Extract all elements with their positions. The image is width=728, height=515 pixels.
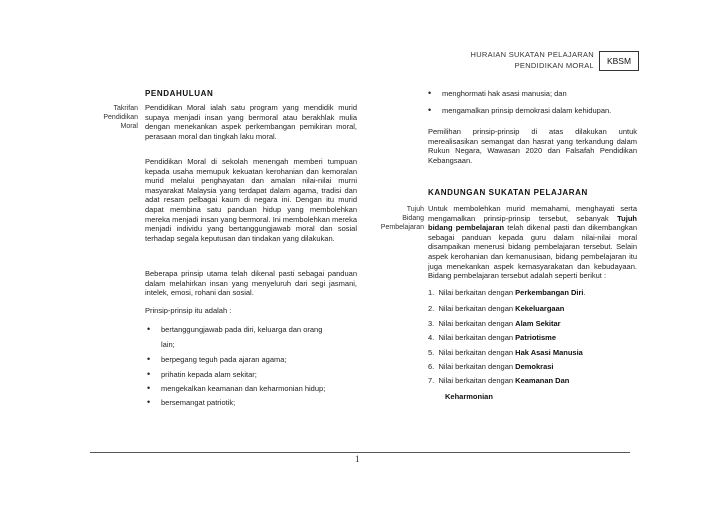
list-number: 2. [428,304,435,313]
list-item-text: lain; [161,340,175,349]
paragraph-text: telah dikenal pasti dan dikembangkan sebagai panduan kepada guru dalam nilai-nilai moral disampaikan menerusi bidang pembelajaran tersebut. Selain aspek kerohanian dan kemanusiaan, bidang pembelajaran itu juga menekankan aspek kemasyarakatan dan kebudayaan. Bidang pembelajaran tersebut adalah seperti berikut : [428,223,637,281]
footer-divider [90,452,630,453]
bullet-icon: • [428,105,432,115]
list-item-bold: Keamanan Dan [515,376,570,385]
bullet-icon: • [428,88,432,98]
side-label-tujuh-bidang [352,205,424,232]
list-item-continuation [445,392,493,401]
paragraph-definition: Pendidikan Moral ialah satu program yang mendidik murid supaya menjadi insan yang bermoral atau berakhlak mulia dengan menekankan aspek perkembangan pemikiran moral, perasaan moral dan tingkah laku moral. [145,103,357,141]
paragraph-selection-principles: Pemilihan prinsip-prinsip di atas dilakukan untuk merealisasikan semangat dan hasrat yang terkandung dalam Rukun Negara, Wawasan 2020 dan Falsafah Pendidikan Kebangsaan. [428,127,637,165]
paragraph-learning-areas [428,204,637,281]
header-title-line1: HURAIAN SUKATAN PELAJARAN [470,50,594,59]
kbsm-label: KBSM [606,56,632,66]
side-label-line: Pembelajaran [380,224,424,231]
paragraph-text: Untuk membolehkan murid memahami, menghayati serta mengamalkan prinsip-prinsip tersebut, sebanyak [428,204,637,223]
list-item-text: Nilai berkaitan dengan [438,288,516,297]
list-item-text: Nilai berkaitan dengan [438,362,516,371]
list-item-bold: Keharmonian [445,392,493,401]
bullet-icon: • [147,397,151,407]
section-heading-pendahuluan: PENDAHULUAN [145,89,214,98]
paragraph-principles-intro: Beberapa prinsip utama telah dikenal pasti sebagai panduan dalam melahirkan insan yang menyeluruh dari segi jasmani, intelek, emosi, rohani dan sosial. [145,269,357,298]
list-item [428,319,561,328]
side-label-line: Pendidikan [103,114,138,121]
list-item-text: berpegang teguh pada ajaran agama; [161,355,287,364]
header-title-line2: PENDIDIKAN MORAL [514,61,594,70]
bullet-icon: • [147,383,151,393]
list-item-bold: Demokrasi [515,362,554,371]
side-label-line: Bidang [402,215,424,222]
list-item [428,333,556,342]
kbsm-badge [599,51,639,71]
page-number: 1 [355,454,360,464]
paragraph-secondary-school: Pendidikan Moral di sekolah menengah memberi tumpuan kepada usaha memupuk kekuatan kerohanian dan kemoralan murid melalui penghayatan dan amalan nilai-nilai murni masyarakat Malaysia yang terdapat dalam agama, tradisi dan adat resam pelbagai kaum di negara ini. Dengan itu murid dapat membina satu panduan hidup yang membolehkan mereka menjadi insan yang bermoral. Ini membolehkan mereka menjadi individu yang bertanggungjawab moral dan sosial terhadap segala keputusan dan tindakan yang dilakukan. [145,157,357,243]
list-item [428,348,583,357]
list-item-text: bersemangat patriotik; [161,398,236,407]
list-item-bold: Perkembangan Diri [515,288,584,297]
list-number: 6. [428,362,435,371]
side-label-line: Tujuh [406,206,424,213]
list-item [428,362,554,371]
list-item-text: mengekalkan keamanan dan keharmonian hidup; [161,384,326,393]
list-item-text: Nilai berkaitan dengan [438,333,516,342]
list-item-suffix: . [583,288,586,297]
list-number: 7. [428,376,435,385]
list-item-bold: Patriotisme [515,333,557,342]
list-item-text: menghormati hak asasi manusia; dan [442,89,567,98]
list-number: 1. [428,288,435,297]
list-item-bold: Alam Sekitar [515,319,561,328]
paragraph-bold-text: Tujuh bidang pembelajaran [428,213,637,233]
bullet-icon: • [147,354,151,364]
paragraph-principles-list-intro: Prinsip-prinsip itu adalah : [145,306,232,315]
list-number: 3. [428,319,435,328]
section-heading-kandungan: KANDUNGAN SUKATAN PELAJARAN [428,188,588,197]
list-item-bold: Kekeluargaan [515,304,565,313]
side-label-line: Takrifan [113,105,138,112]
list-item [428,304,564,313]
list-item [428,376,569,385]
list-number: 5. [428,348,435,357]
side-label-line: Moral [120,123,138,130]
bullet-icon: • [147,369,151,379]
list-number: 4. [428,333,435,342]
list-item-text: Nilai berkaitan dengan [438,348,516,357]
list-item [428,288,586,297]
list-item-text: Nilai berkaitan dengan [438,304,516,313]
bullet-icon: • [147,324,151,334]
learning-areas-list [428,288,638,418]
side-label-takrifan [80,104,138,131]
list-item-text: prihatin kepada alam sekitar; [161,370,257,379]
list-item-text: Nilai berkaitan dengan [438,319,516,328]
list-item-text: bertanggungjawab pada diri, keluarga dan orang [161,325,323,334]
list-item-text: Nilai berkaitan dengan [438,376,516,385]
list-item-bold: Hak Asasi Manusia [515,348,583,357]
list-item-text: mengamalkan prinsip demokrasi dalam kehidupan. [442,106,612,115]
